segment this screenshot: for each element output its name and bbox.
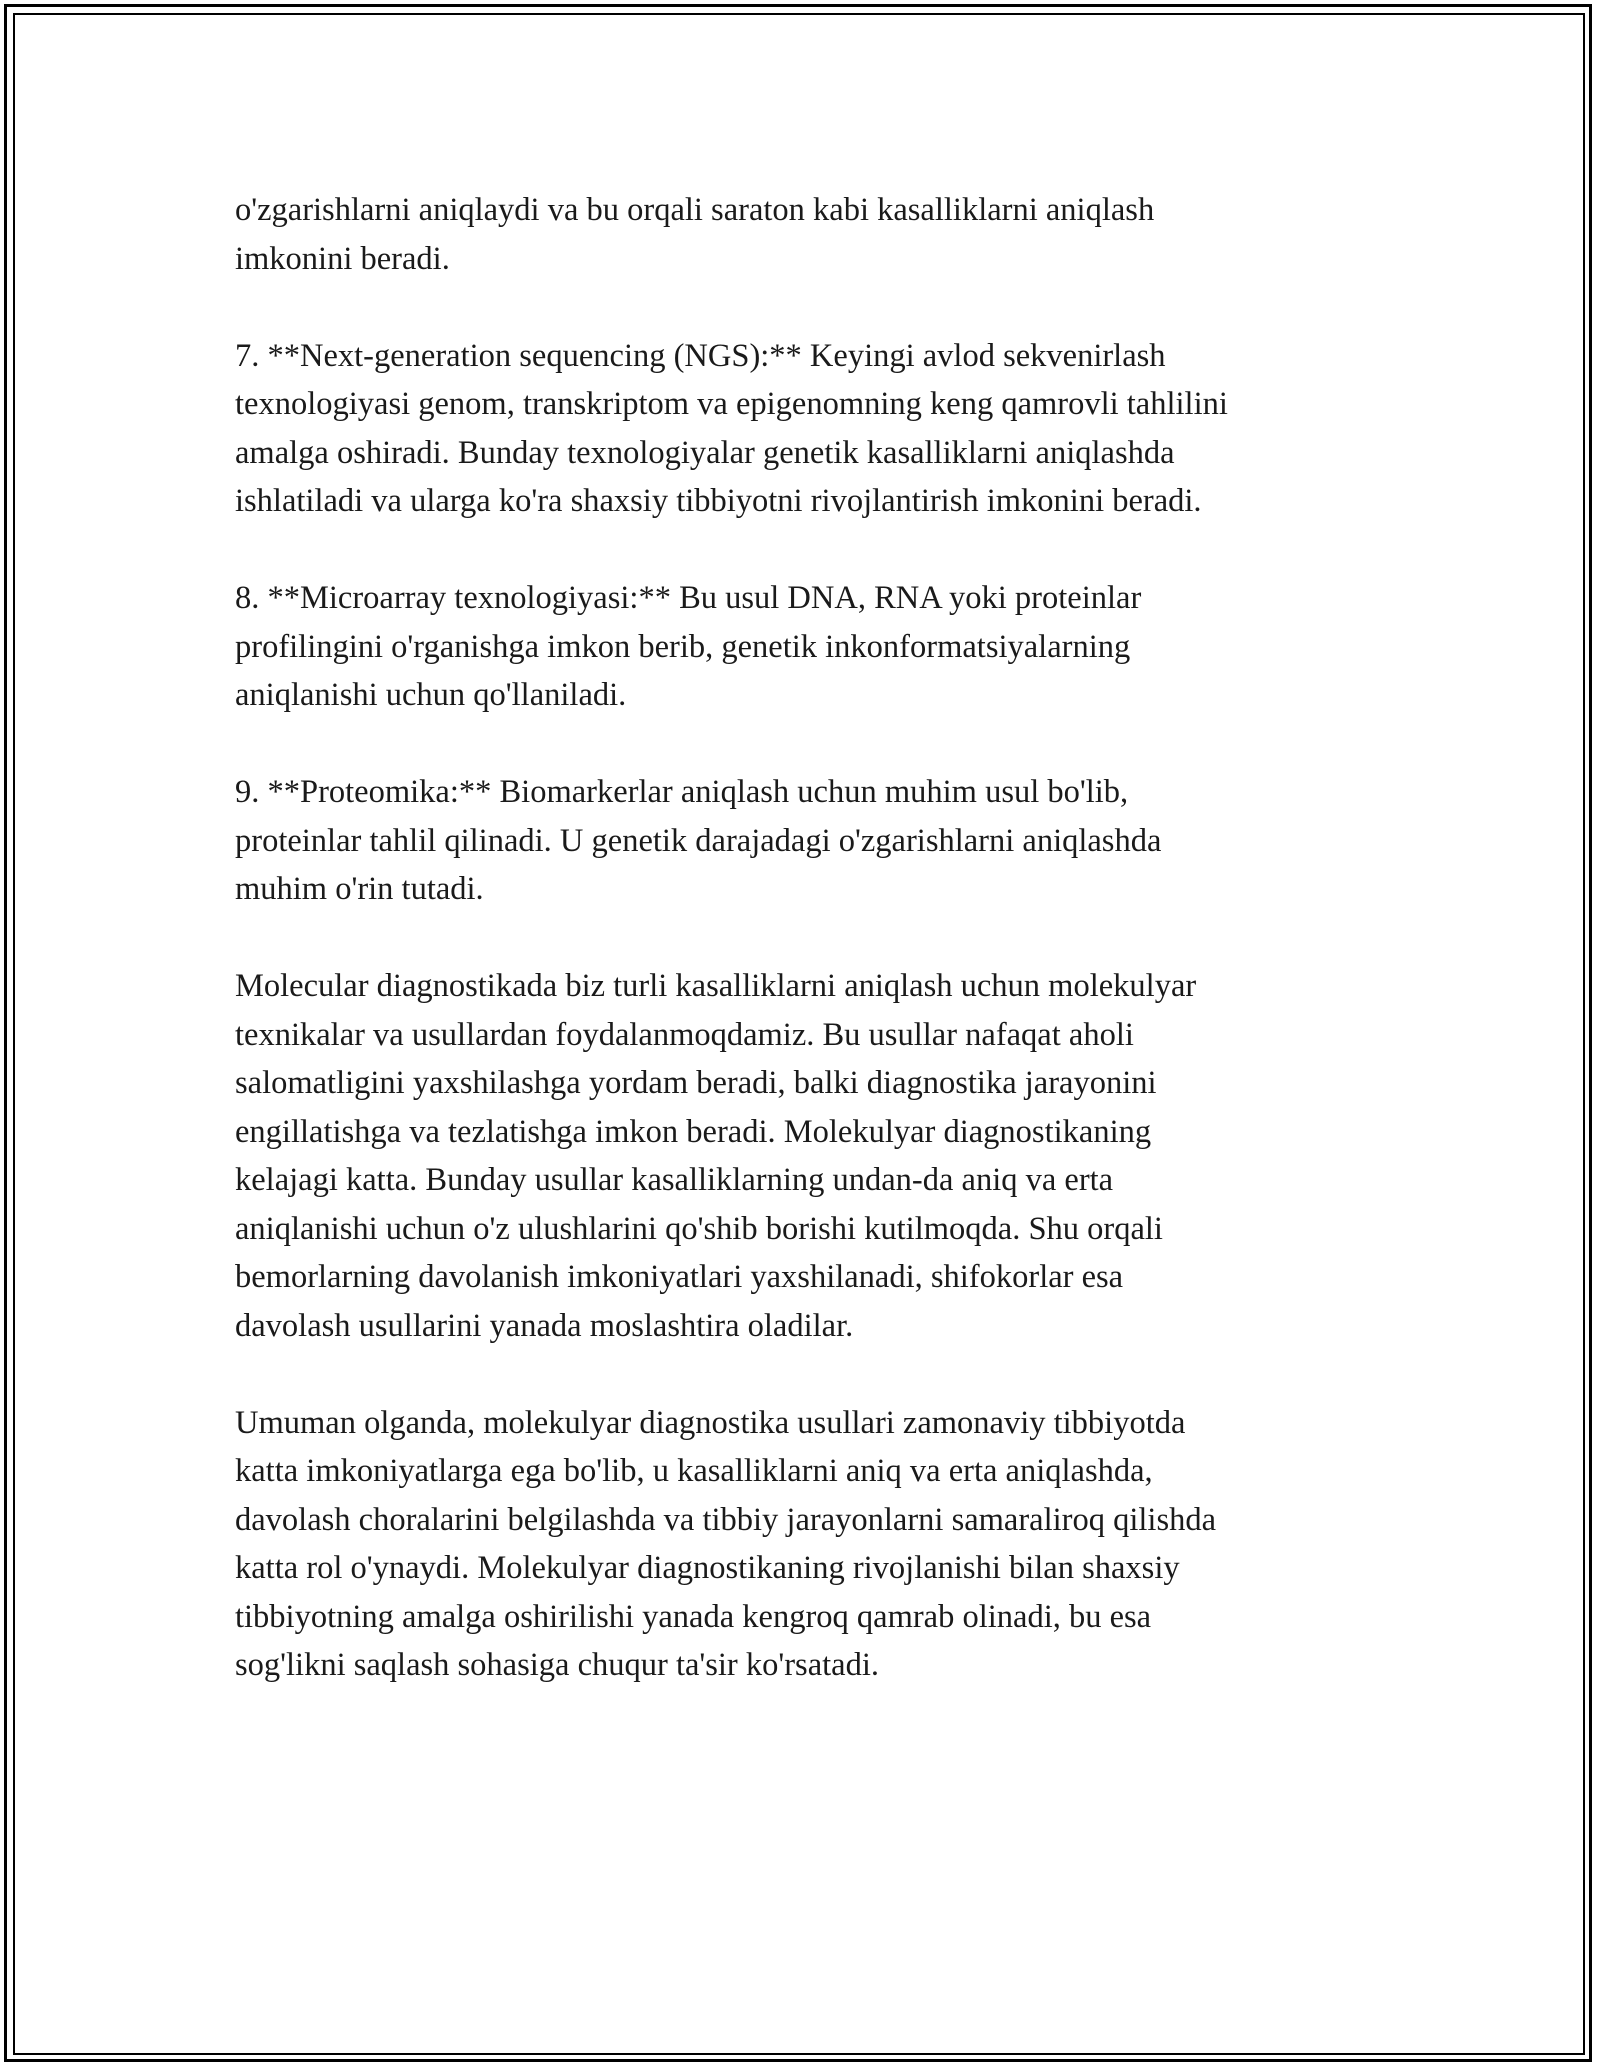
text-line: ishlatiladi va ularga ko'ra shaxsiy tibbiyotni rivojlantirish imkonini beradi. (235, 483, 1202, 519)
text-line: sog'likni saqlash sohasiga chuqur ta'sir ko'rsatadi. (235, 1647, 879, 1683)
text-line: engillatishga va tezlatishga imkon beradi. Molekulyar diagnostikaning (235, 1113, 1152, 1150)
text-line: katta rol o'ynaydi. Molekulyar diagnostikaning rivojlanishi bilan shaxsiy (235, 1550, 1180, 1586)
text-line: kelajagi katta. Bunday usullar kasalliklarning undan-da aniq va erta (235, 1162, 1114, 1198)
text-line: 9. **Proteomika:** Biomarkerlar aniqlash uchun muhim usul bo'lib, (235, 774, 1129, 810)
document-body (235, 186, 1385, 1738)
text-line: profilingini o'rganishga imkon berib, genetik inkonformatsiyalarning (235, 628, 1131, 665)
text-line: texnikalar va usullardan foydalanmoqdamiz. Bu usullar nafaqat aholi (235, 1016, 1134, 1053)
text-line: bemorlarning davolanish imkoniyatlari yaxshilanadi, shifokorlar esa (235, 1259, 1124, 1295)
text-line: o'zgarishlarni aniqlaydi va bu orqali saraton kabi kasalliklarni aniqlash (235, 192, 1155, 228)
paragraph-item-9-proteomika (235, 768, 1385, 914)
text-line: amalga oshiradi. Bunday texnologiyalar genetik kasalliklarni aniqlashda (235, 434, 1175, 471)
paragraph-conclusion (235, 1399, 1385, 1690)
text-line: davolash choralarini belgilashda va tibbiy jarayonlarni samaraliroq qilishda (235, 1501, 1217, 1538)
text-line: Molecular diagnostikada biz turli kasalliklarni aniqlash uchun molekulyar (235, 968, 1197, 1004)
text-line: davolash usullarini yanada moslashtira oladilar. (235, 1307, 854, 1344)
text-line: tibbiyotning amalga oshirilishi yanada kengroq qamrab olinadi, bu esa (235, 1598, 1152, 1635)
text-line: salomatligini yaxshilashga yordam beradi, balki diagnostika jarayonini (235, 1065, 1157, 1101)
text-line: muhim o'rin tutadi. (235, 871, 484, 907)
text-line: katta imkoniyatlarga ega bo'lib, u kasalliklarni aniq va erta aniqlashda, (235, 1453, 1153, 1489)
text-line: imkonini beradi. (235, 240, 450, 277)
paragraph-item-8-microarray (235, 574, 1385, 720)
text-line: aniqlanishi uchun o'z ulushlarini qo'shib borishi kutilmoqda. Shu orqali (235, 1210, 1163, 1247)
paragraph-molecular-diagnostics (235, 962, 1385, 1350)
text-line: Umuman olganda, molekulyar diagnostika usullari zamonaviy tibbiyotda (235, 1404, 1186, 1441)
paragraph-item-7-ngs (235, 332, 1385, 526)
text-line: 7. **Next-generation sequencing (NGS):** Keyingi avlod sekvenirlash (235, 337, 1166, 374)
text-line: 8. **Microarray texnologiyasi:** Bu usul DNA, RNA yoki proteinlar (235, 580, 1142, 616)
text-line: aniqlanishi uchun qo'llaniladi. (235, 677, 627, 713)
text-line: proteinlar tahlil qilinadi. U genetik darajadagi o'zgarishlarni aniqlashda (235, 822, 1162, 859)
paragraph-continuation (235, 186, 1385, 283)
text-line: texnologiyasi genom, transkriptom va epigenomning keng qamrovli tahlilini (235, 386, 1228, 422)
